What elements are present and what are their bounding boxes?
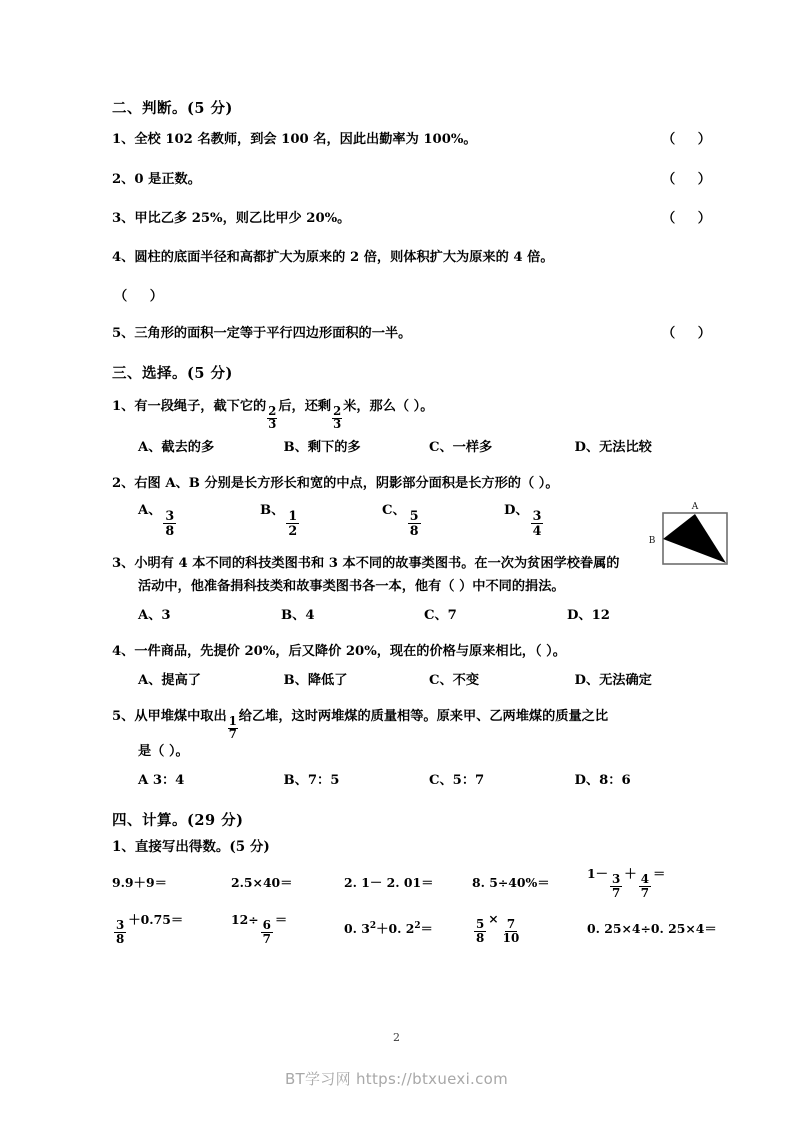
- fraction: $\frac{1}{2}$: [288, 507, 298, 539]
- question-text: 1、有一段绳子，截下它的: [112, 399, 267, 415]
- question-text: 4、一件商品，先提价 20%，后又降价 20%，现在的价格与原来相比，（ ）。: [112, 644, 566, 660]
- geometry-figure-rectangle-triangle: [645, 498, 731, 570]
- choice-options-4: [138, 669, 720, 688]
- page-content: [112, 100, 720, 957]
- option-d[interactable]: D、12: [567, 608, 610, 624]
- fraction-two-thirds: $\frac{2}{3}$: [333, 404, 342, 431]
- judgment-item: [112, 170, 720, 189]
- section-heading-calculation: 四、计算。(29 分): [112, 812, 244, 830]
- answer-blank-parenthesis[interactable]: （ ）: [662, 132, 720, 148]
- option-c[interactable]: C、 $\frac{5}{8}$: [382, 503, 419, 539]
- option-d[interactable]: D、无法比较: [574, 440, 652, 456]
- fraction: $\frac{5}{8}$: [476, 916, 485, 946]
- question-text-line2: 活动中，他准备捐科技类和故事类图书各一本，他有（ ）中不同的捐法。: [138, 579, 565, 595]
- calc-expression[interactable]: 9.9＋9＝: [112, 874, 167, 890]
- answer-blank-parenthesis[interactable]: （ ）: [662, 171, 720, 187]
- calc-expression[interactable]: $\frac{3}{8}$ ＋0.75＝: [116, 911, 184, 947]
- fraction: $\frac{3}{8}$: [116, 917, 125, 947]
- calc-expression[interactable]: 8. 5÷40%＝: [472, 874, 550, 890]
- judgment-item: [112, 248, 720, 304]
- option-c[interactable]: C、7: [424, 608, 457, 624]
- vertex-label-a: A: [691, 502, 699, 512]
- choice-options-3: [138, 604, 720, 623]
- answer-blank-parenthesis[interactable]: （ ）: [114, 288, 172, 304]
- choice-options-2: [138, 499, 720, 538]
- fraction: $\frac{6}{7}$: [262, 917, 271, 947]
- judgment-item-text: 2、0 是正数。: [112, 171, 201, 187]
- fraction-two-thirds: $\frac{2}{3}$: [268, 404, 277, 431]
- calc-expression[interactable]: 2. 1－ 2. 01＝: [344, 874, 434, 890]
- fraction: $\frac{3}{8}$: [165, 507, 175, 539]
- exponent: 2: [369, 920, 377, 931]
- option-a[interactable]: A、截去的多: [138, 440, 215, 456]
- judgment-item-text: 4、圆柱的底面半径和高都扩大为原来的 2 倍，则体积扩大为原来的 4 倍。: [112, 249, 554, 265]
- judgment-item-text: 3、甲比乙多 25%，则乙比甲少 20%。: [112, 210, 351, 226]
- section-heading-judgment: 二、判断。(5 分): [112, 100, 233, 117]
- option-b[interactable]: B、4: [281, 608, 315, 624]
- page-number: 2: [393, 1031, 400, 1044]
- fraction: $\frac{7}{10}$: [502, 916, 520, 946]
- exponent: 2: [414, 920, 421, 931]
- choice-options-1: [138, 436, 720, 455]
- calc-expression[interactable]: 0. 25×4÷0. 25×4＝: [587, 920, 717, 936]
- watermark-text: BT学习网 https://btxuexi.com: [284, 1070, 509, 1088]
- judgment-item-text: 5、三角形的面积一定等于平行四边形面积的一半。: [112, 325, 412, 341]
- fraction-one-seventh: $\frac{1}{7}$: [228, 714, 237, 741]
- option-a[interactable]: A、提高了: [138, 673, 201, 689]
- calc-expression[interactable]: 1－ $\frac{3}{7}$ ＋ $\frac{4}{7}$ ＝: [587, 865, 666, 901]
- option-b[interactable]: B、 $\frac{1}{2}$: [260, 503, 298, 539]
- option-a[interactable]: A 3：4: [138, 773, 185, 789]
- judgment-item-text: 1、全校 102 名教师，到会 100 名，因此出勤率为 100%。: [112, 132, 477, 148]
- calculation-row-1: [112, 865, 720, 899]
- choice-options-5: [138, 769, 720, 788]
- question-text: 2、右图 A、B 分别是长方形长和宽的中点，阴影部分面积是长方形的（ ）。: [112, 476, 559, 492]
- answer-blank-parenthesis[interactable]: （ ）: [662, 325, 720, 341]
- fraction: $\frac{3}{7}$: [612, 871, 621, 901]
- option-b[interactable]: B、降低了: [283, 673, 348, 689]
- option-d[interactable]: D、 $\frac{3}{4}$: [504, 503, 542, 539]
- option-d[interactable]: D、无法确定: [574, 673, 652, 689]
- choice-question-2: [112, 472, 720, 495]
- judgment-item: [112, 209, 720, 228]
- figure-svg: [645, 498, 731, 570]
- calculation-row-2: [112, 911, 720, 945]
- option-a[interactable]: A、3: [138, 608, 171, 624]
- fraction: $\frac{4}{7}$: [640, 871, 649, 901]
- fraction: $\frac{5}{8}$: [409, 507, 419, 539]
- question-text: 后，还剩: [278, 399, 332, 415]
- question-text-line2: 是（ ）。: [138, 744, 189, 760]
- calc-expression[interactable]: 0. $3^2+0$. $2^2=$: [344, 920, 433, 936]
- calc-expression[interactable]: 12÷ $\frac{6}{7}$ ＝: [231, 911, 288, 947]
- question-text: 给乙堆，这时两堆煤的质量相等。原来甲、乙两堆煤的质量之比: [238, 709, 609, 725]
- option-b[interactable]: B、7：5: [283, 773, 340, 789]
- choice-question-3: [112, 552, 720, 598]
- choice-question-1: [112, 395, 720, 430]
- option-d[interactable]: D、8：6: [574, 773, 631, 789]
- answer-blank-parenthesis[interactable]: （ ）: [662, 210, 720, 226]
- choice-question-4: [112, 640, 720, 663]
- section-heading-choice: 三、选择。(5 分): [112, 365, 233, 383]
- question-text: 5、从甲堆煤中取出: [112, 709, 227, 725]
- calculation-subheading: 1、直接写出得数。(5 分): [112, 838, 270, 855]
- judgment-item: [112, 130, 720, 149]
- calc-expression[interactable]: $\frac{5}{8}$ × $\frac{7}{10}$: [476, 910, 520, 946]
- question-text-line1: 3、小明有 4 本不同的科技类图书和 3 本不同的故事类图书。在一次为贫困学校眷属的: [112, 556, 620, 572]
- option-c[interactable]: C、一样多: [429, 440, 493, 456]
- vertex-label-b: B: [648, 536, 656, 546]
- question-text: 米，那么（ ）。: [343, 399, 434, 415]
- option-c[interactable]: C、5：7: [429, 773, 485, 789]
- option-b[interactable]: B、剩下的多: [283, 440, 361, 456]
- choice-question-5: [112, 705, 720, 763]
- judgment-item: [112, 324, 720, 343]
- option-c[interactable]: C、不变: [429, 673, 480, 689]
- calc-expression[interactable]: 2.5×40＝: [231, 874, 293, 890]
- fraction: $\frac{3}{4}$: [532, 507, 542, 539]
- option-a[interactable]: A、 $\frac{3}{8}$: [138, 503, 175, 539]
